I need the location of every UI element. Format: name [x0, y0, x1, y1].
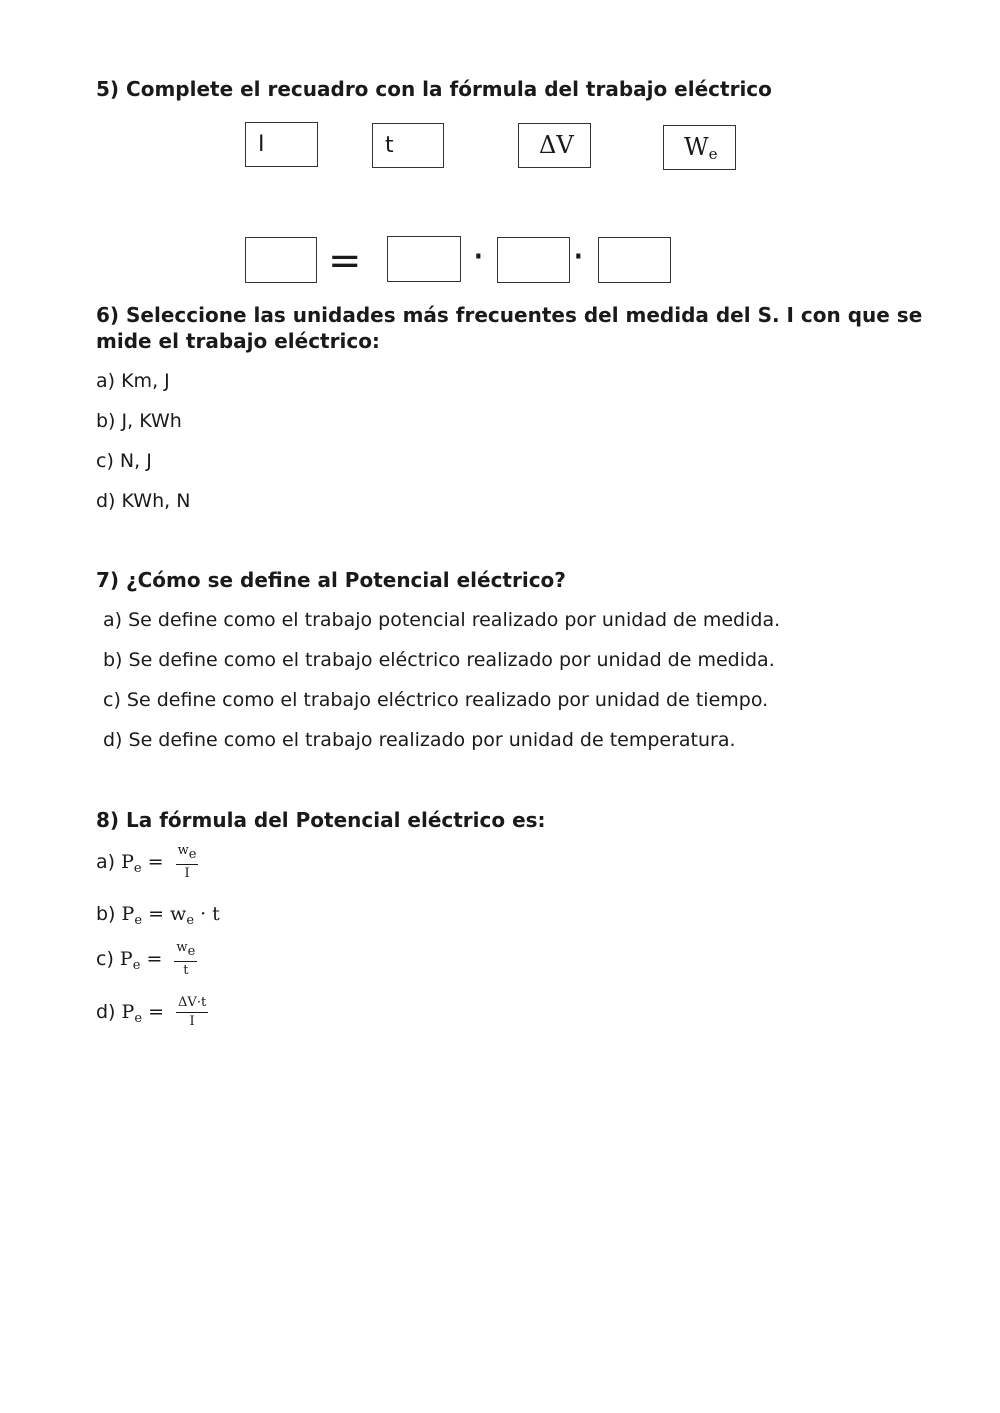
fraction-numerator: ΔV·t — [176, 995, 208, 1013]
formula-lhs-sub: e — [132, 958, 141, 973]
formula-lhs: P — [121, 851, 134, 873]
equals-sign: = — [328, 238, 362, 284]
formula-lhs: P — [119, 948, 133, 970]
fraction-numerator: w — [176, 940, 188, 955]
drop-target-factor-3[interactable] — [598, 237, 671, 283]
q7-title: 7) ¿Cómo se define al Potencial eléctrico? — [96, 568, 566, 592]
chip-label — [684, 133, 718, 163]
q8-option-b[interactable] — [96, 902, 220, 933]
q6-option-a[interactable]: a) Km, J — [96, 370, 170, 392]
q5-title: 5) Complete el recuadro con la fórmula del trabajo eléctrico — [96, 77, 772, 101]
fraction — [174, 940, 197, 979]
q6-title-line-1: 6) Seleccione las unidades más frecuentes del medida del S. I con que se — [96, 303, 923, 327]
formula-lhs: P — [121, 903, 135, 925]
q6-title-line-2: mide el trabajo eléctrico: — [96, 329, 380, 353]
formula-lhs-sub: e — [134, 1011, 143, 1026]
chip-work[interactable] — [663, 125, 736, 170]
q6-option-d[interactable]: d) KWh, N — [96, 490, 191, 512]
chip-time[interactable] — [372, 123, 444, 168]
formula-equals: = — [148, 903, 164, 925]
fraction-denominator: I — [184, 866, 190, 881]
chip-label: I — [258, 132, 265, 157]
dot-operator: · — [472, 234, 485, 280]
formula-rhs: w — [170, 903, 187, 925]
q6-option-c[interactable]: c) N, J — [96, 450, 152, 472]
chip-label: ΔV — [539, 131, 574, 159]
fraction-numerator: w — [177, 843, 189, 858]
formula-rhs-sub: e — [186, 913, 195, 928]
formula-equals: = — [146, 948, 163, 970]
option-label: c) — [96, 948, 114, 970]
fraction-denominator: t — [183, 963, 189, 978]
formula-equals: = — [148, 1001, 164, 1023]
formula-rhs-rest: · t — [200, 903, 220, 925]
q7-option-c[interactable]: c) Se define como el trabajo eléctrico realizado por unidad de tiempo. — [103, 689, 769, 711]
q6-option-b[interactable]: b) J, KWh — [96, 410, 182, 432]
drop-target-factor-1[interactable] — [387, 236, 461, 282]
q8-title: 8) La fórmula del Potencial eléctrico es: — [96, 808, 546, 832]
option-label: a) — [96, 851, 116, 873]
option-label: d) — [96, 1001, 116, 1023]
q8-option-d[interactable] — [96, 995, 208, 1031]
dot-operator: · — [572, 234, 585, 280]
chip-label: t — [385, 133, 394, 158]
fraction — [176, 843, 199, 882]
drop-target-result[interactable] — [245, 237, 317, 283]
fraction — [176, 995, 208, 1030]
q7-option-b[interactable]: b) Se define como el trabajo eléctrico realizado por unidad de medida. — [103, 649, 775, 671]
formula-lhs: P — [121, 1001, 135, 1023]
chip-sub: e — [708, 145, 718, 163]
q7-option-a[interactable]: a) Se define como el trabajo potencial realizado por unidad de medida. — [103, 609, 781, 631]
chip-voltage[interactable] — [518, 123, 591, 168]
q7-option-d[interactable]: d) Se define como el trabajo realizado por unidad de temperatura. — [103, 729, 736, 751]
formula-lhs-sub: e — [134, 913, 143, 928]
formula-equals: = — [147, 851, 164, 873]
drop-target-factor-2[interactable] — [497, 237, 570, 283]
fraction-numerator-sub: e — [187, 944, 196, 959]
fraction-denominator: I — [189, 1014, 195, 1029]
fraction-numerator-sub: e — [188, 847, 197, 862]
q8-option-a[interactable] — [96, 843, 198, 882]
formula-lhs-sub: e — [133, 861, 142, 876]
chip-current[interactable] — [245, 122, 318, 167]
chip-base: W — [684, 133, 709, 161]
q8-option-c[interactable] — [96, 940, 197, 979]
option-label: b) — [96, 903, 116, 925]
